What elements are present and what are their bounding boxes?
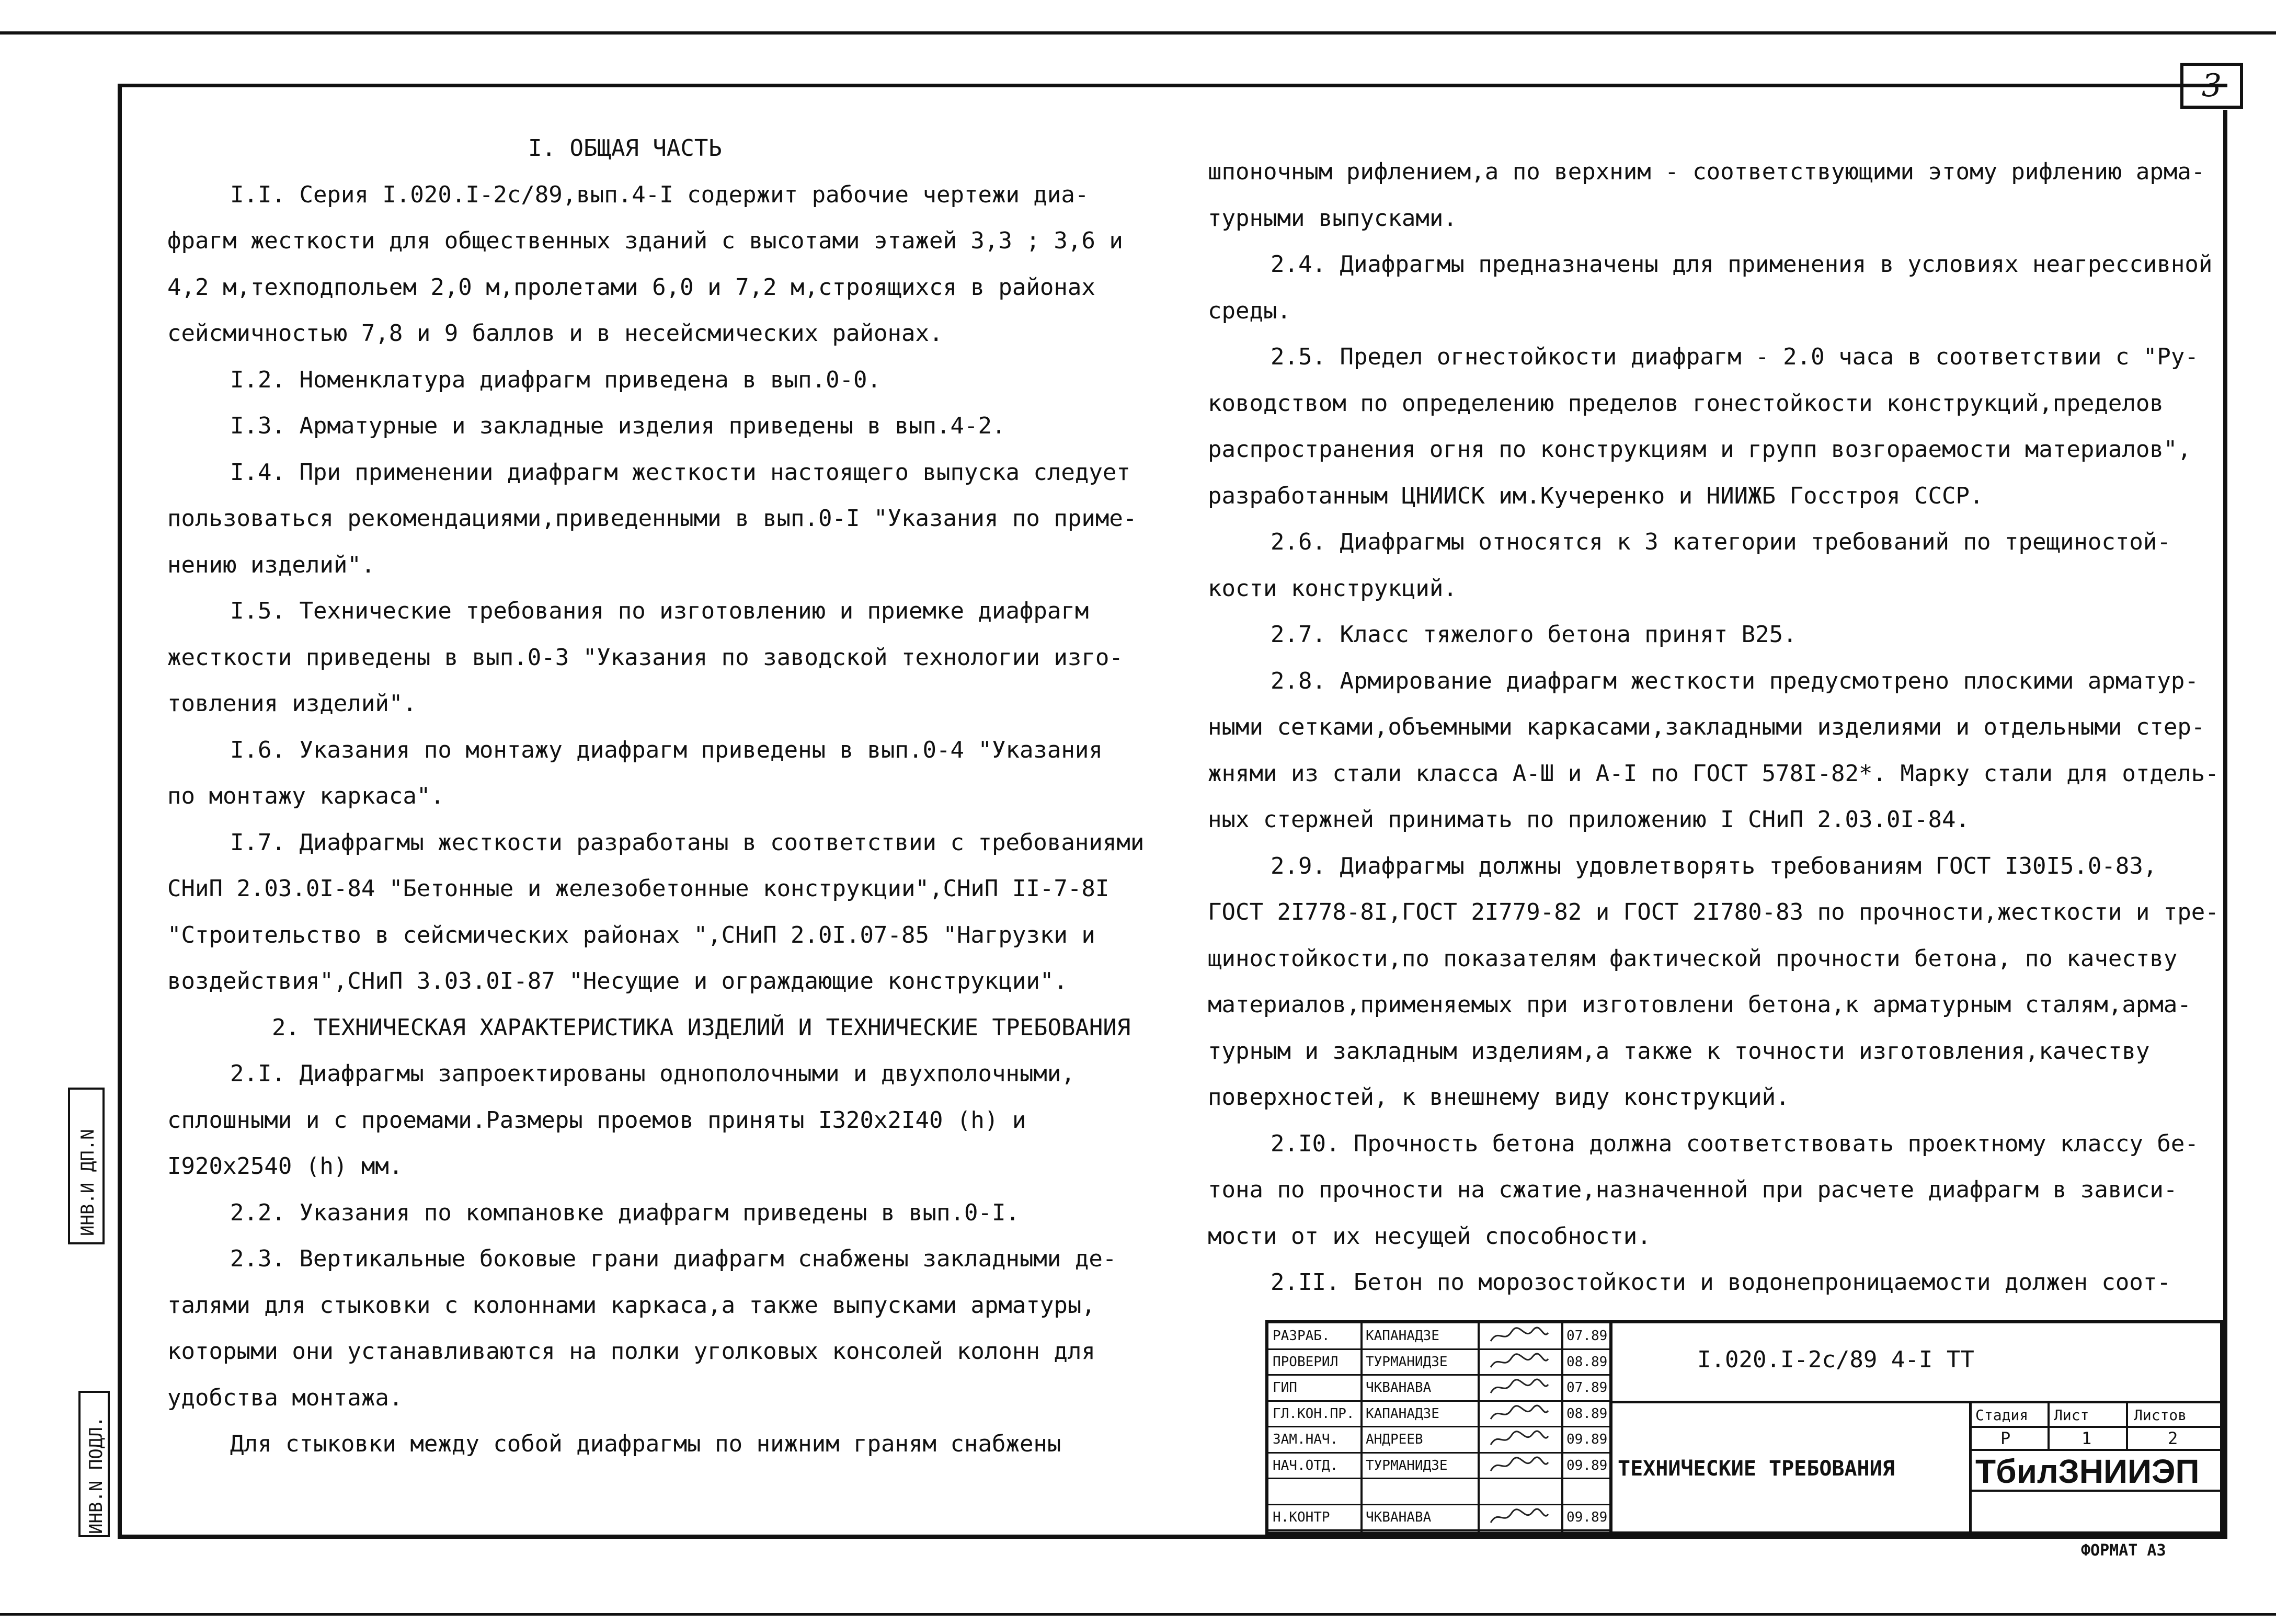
side-label-bottom: ИНВ.N ПОДЛ. bbox=[86, 1416, 107, 1534]
document-code: I.020.I-2с/89 4-I ТТ bbox=[1697, 1346, 1974, 1373]
text-line: 2.II. Бетон по морозостойкости и водонепроницаемости должен соот- bbox=[1271, 1269, 2171, 1296]
text-line: "Строительство в сейсмических районах ",СНиП 2.0I.07-85 "Нагрузки и bbox=[167, 921, 1095, 948]
stamp-name: КАПАНАДЗЕ bbox=[1366, 1405, 1439, 1422]
text-line: 4,2 м,техподпольем 2,0 м,пролетами 6,0 и 7,2 м,строящихся в районах bbox=[167, 273, 1095, 301]
text-line: I920х2540 (h) мм. bbox=[167, 1153, 403, 1180]
stamp-role: РАЗРАБ. bbox=[1273, 1328, 1330, 1344]
text-line: 2.8. Армирование диафрагм жесткости предусмотрено плоскими арматур- bbox=[1271, 667, 2199, 694]
text-line: удобства монтажа. bbox=[167, 1384, 403, 1411]
text-line: ГОСТ 2I778-8I,ГОСТ 2I779-82 и ГОСТ 2I780-83 по прочности,жесткости и тре- bbox=[1208, 899, 2219, 925]
stamp-name: КАПАНАДЗЕ bbox=[1366, 1328, 1439, 1344]
text-line: кости конструкций. bbox=[1208, 575, 1457, 602]
stamp-date: 09.89 bbox=[1566, 1432, 1608, 1447]
sheet-label: Лист bbox=[2054, 1406, 2089, 1424]
text-line: I. ОБЩАЯ ЧАСТЬ bbox=[528, 135, 722, 162]
side-stamp-bottom bbox=[78, 1391, 110, 1537]
text-line: 2. ТЕХНИЧЕСКАЯ ХАРАКТЕРИСТИКА ИЗДЕЛИЙ И ТЕХНИЧЕСКИЕ ТРЕБОВАНИЯ bbox=[272, 1014, 1131, 1041]
text-line: I.3. Арматурные и закладные изделия приведены в вып.4-2. bbox=[230, 413, 1006, 439]
text-line: жесткости приведены в вып.0-3 "Указания по заводской технологии изго- bbox=[167, 644, 1123, 671]
stamp-role: НАЧ.ОТД. bbox=[1273, 1457, 1339, 1473]
frame-left bbox=[118, 84, 122, 1537]
text-line: 2.4. Диафрагмы предназначены для применения в условиях неагрессивной bbox=[1271, 251, 2213, 278]
sheets-label: Листов bbox=[2134, 1406, 2187, 1424]
text-line: турными выпусками. bbox=[1208, 204, 1457, 232]
text-line: шпоночным рифлением,а по верхним - соответствующими этому рифлению арма- bbox=[1208, 158, 2205, 185]
signature-mark bbox=[1488, 1403, 1551, 1430]
stage-label: Стадия bbox=[1975, 1406, 2029, 1424]
stamp-name: ТУРМАНИДЗЕ bbox=[1366, 1354, 1448, 1370]
top-border bbox=[0, 31, 2276, 35]
document-title: ТЕХНИЧЕСКИЕ ТРЕБОВАНИЯ bbox=[1618, 1457, 1895, 1481]
text-line: 2.6. Диафрагмы относятся к 3 категории требований по трещиностой- bbox=[1271, 529, 2171, 555]
text-line: сплошными и с проемами.Размеры проемов приняты I320х2I40 (h) и bbox=[167, 1106, 1026, 1134]
text-line: I.6. Указания по монтажу диафрагм приведены в вып.0-4 "Указания bbox=[230, 736, 1103, 763]
signature-mark bbox=[1488, 1377, 1551, 1404]
text-line: 2.5. Предел огнестойкости диафрагм - 2.0 часа в соответствии с "Ру- bbox=[1271, 344, 2199, 370]
side-stamp-top bbox=[68, 1088, 105, 1244]
stamp-role: ПРОВЕРИЛ bbox=[1273, 1354, 1339, 1370]
title-block bbox=[1265, 1320, 2223, 1535]
stamp-date: 09.89 bbox=[1566, 1509, 1608, 1525]
stamp-date: 08.89 bbox=[1566, 1405, 1608, 1422]
text-line: жнями из стали класса А-Ш и А-I по ГОСТ 578I-82*. Марку стали для отдель- bbox=[1208, 760, 2219, 787]
text-line: нению изделий". bbox=[167, 551, 375, 578]
stamp-role: ГИП bbox=[1273, 1380, 1297, 1396]
text-line: СНиП 2.03.0I-84 "Бетонные и железобетонные конструкции",СНиП II-7-8I bbox=[167, 875, 1110, 902]
bottom-border bbox=[0, 1613, 2276, 1616]
text-line: Для стыковки между собой диафрагмы по нижним граням снабжены bbox=[230, 1431, 1061, 1457]
stamp-role: ЗАМ.НАЧ. bbox=[1273, 1432, 1339, 1447]
text-line: 2.3. Вертикальные боковые грани диафрагм снабжены закладными де- bbox=[230, 1245, 1117, 1272]
text-line: разработанным ЦНИИСК им.Кучеренко и НИИЖБ Госстроя СССР. bbox=[1208, 482, 1984, 509]
frame-top bbox=[120, 84, 2227, 87]
sheets-value: 2 bbox=[2168, 1428, 2178, 1448]
stamp-date: 07.89 bbox=[1566, 1380, 1608, 1396]
signature-mark bbox=[1488, 1507, 1551, 1534]
stamp-name: ЧКВАНАВА bbox=[1366, 1509, 1432, 1525]
text-line: 2.9. Диафрагмы должны удовлетворять требованиям ГОСТ I30I5.0-83, bbox=[1271, 852, 2157, 879]
text-line: товления изделий". bbox=[167, 690, 417, 717]
stamp-date: 07.89 bbox=[1566, 1328, 1608, 1344]
format-label: ФОРМАТ А3 bbox=[2081, 1541, 2166, 1560]
text-line: пользоваться рекомендациями,приведенными в вып.0-I "Указания по приме- bbox=[167, 505, 1137, 532]
text-line: щиностойкости,по показателям фактической прочности бетона, по качеству bbox=[1208, 945, 2178, 972]
signature-mark bbox=[1488, 1455, 1551, 1482]
text-line: 2.I. Диафрагмы запроектированы однополочными и двухполочными, bbox=[230, 1060, 1075, 1087]
stamp-role: ГЛ.КОН.ПР. bbox=[1273, 1405, 1355, 1422]
text-line: материалов,применяемых при изготовлени бетона,к арматурным сталям,арма- bbox=[1208, 991, 2191, 1018]
stamp-name: АНДРЕЕВ bbox=[1366, 1432, 1423, 1447]
signature-mark bbox=[1488, 1325, 1551, 1352]
left-text-column bbox=[167, 125, 1192, 1468]
page-number-box bbox=[2180, 63, 2243, 109]
text-line: I.4. При применении диафрагм жесткости настоящего выпуска следует bbox=[230, 459, 1130, 486]
text-line: которыми они устанавливаются на полки уголковых консолей колонн для bbox=[167, 1338, 1095, 1365]
text-line: фрагм жесткости для общественных зданий с высотами этажей 3,3 ; 3,6 и bbox=[167, 227, 1123, 254]
text-line: ных стержней принимать по приложению I СНиП 2.03.0I-84. bbox=[1208, 806, 1970, 833]
stamp-name: ТУРМАНИДЗЕ bbox=[1366, 1457, 1448, 1473]
text-line: ными сетками,объемными каркасами,закладными изделиями и отдельными стер- bbox=[1208, 714, 2205, 740]
page-number: 3 bbox=[2201, 67, 2222, 104]
frame-bottom bbox=[118, 1535, 2227, 1539]
text-line: среды. bbox=[1208, 297, 1291, 324]
text-line: турным и закладным изделиям,а также к точности изготовления,качеству bbox=[1208, 1037, 2150, 1065]
text-line: поверхностей, к внешнему виду конструкций. bbox=[1208, 1084, 1790, 1111]
side-label-top: ИНВ.И ДП.N bbox=[77, 1129, 98, 1236]
text-line: 2.2. Указания по компановке диафрагм приведены в вып.0-I. bbox=[230, 1199, 1020, 1226]
text-line: сейсмичностью 7,8 и 9 баллов и в несейсмических районах. bbox=[167, 320, 943, 347]
text-line: тона по прочности на сжатие,назначенной при расчете диафрагм в зависи- bbox=[1208, 1176, 2178, 1203]
signature-mark bbox=[1488, 1429, 1551, 1456]
right-text-column bbox=[1208, 149, 2217, 1306]
text-line: ководством по определению пределов гонестойкости конструкций,пределов bbox=[1208, 390, 2164, 417]
text-line: I.5. Технические требования по изготовлению и приемке диафрагм bbox=[230, 598, 1089, 624]
stamp-date: 08.89 bbox=[1566, 1354, 1608, 1370]
text-line: по монтажу каркаса". bbox=[167, 783, 444, 809]
text-line: талями для стыковки с колоннами каркаса,а также выпусками арматуры, bbox=[167, 1291, 1095, 1319]
sheet-value: 1 bbox=[2081, 1428, 2092, 1448]
text-line: воздействия",СНиП 3.03.0I-87 "Несущие и ограждающие конструкции". bbox=[167, 968, 1068, 994]
text-line: мости от их несущей способности. bbox=[1208, 1222, 1651, 1250]
signature-mark bbox=[1488, 1352, 1551, 1378]
frame-right bbox=[2223, 110, 2227, 1537]
text-line: I.2. Номенклатура диафрагм приведена в вып.0-0. bbox=[230, 366, 882, 393]
text-line: I.I. Серия I.020.I-2с/89,вып.4-I содержит рабочие чертежи диа- bbox=[230, 181, 1089, 208]
stamp-date: 09.89 bbox=[1566, 1457, 1608, 1473]
stamp-name: ЧКВАНАВА bbox=[1366, 1380, 1432, 1396]
text-line: 2.I0. Прочность бетона должна соответствовать проектному классу бе- bbox=[1271, 1130, 2199, 1157]
stage-value: Р bbox=[2000, 1428, 2011, 1448]
stamp-role: Н.КОНТР bbox=[1273, 1509, 1330, 1525]
organization-name: ТбилЗНИИЭП bbox=[1975, 1453, 2200, 1490]
text-line: 2.7. Класс тяжелого бетона принят В25. bbox=[1271, 621, 1797, 648]
text-line: I.7. Диафрагмы жесткости разработаны в соответствии с требованиями bbox=[230, 829, 1145, 856]
text-line: распространения огня по конструкциям и групп возгораемости материалов", bbox=[1208, 436, 2191, 463]
